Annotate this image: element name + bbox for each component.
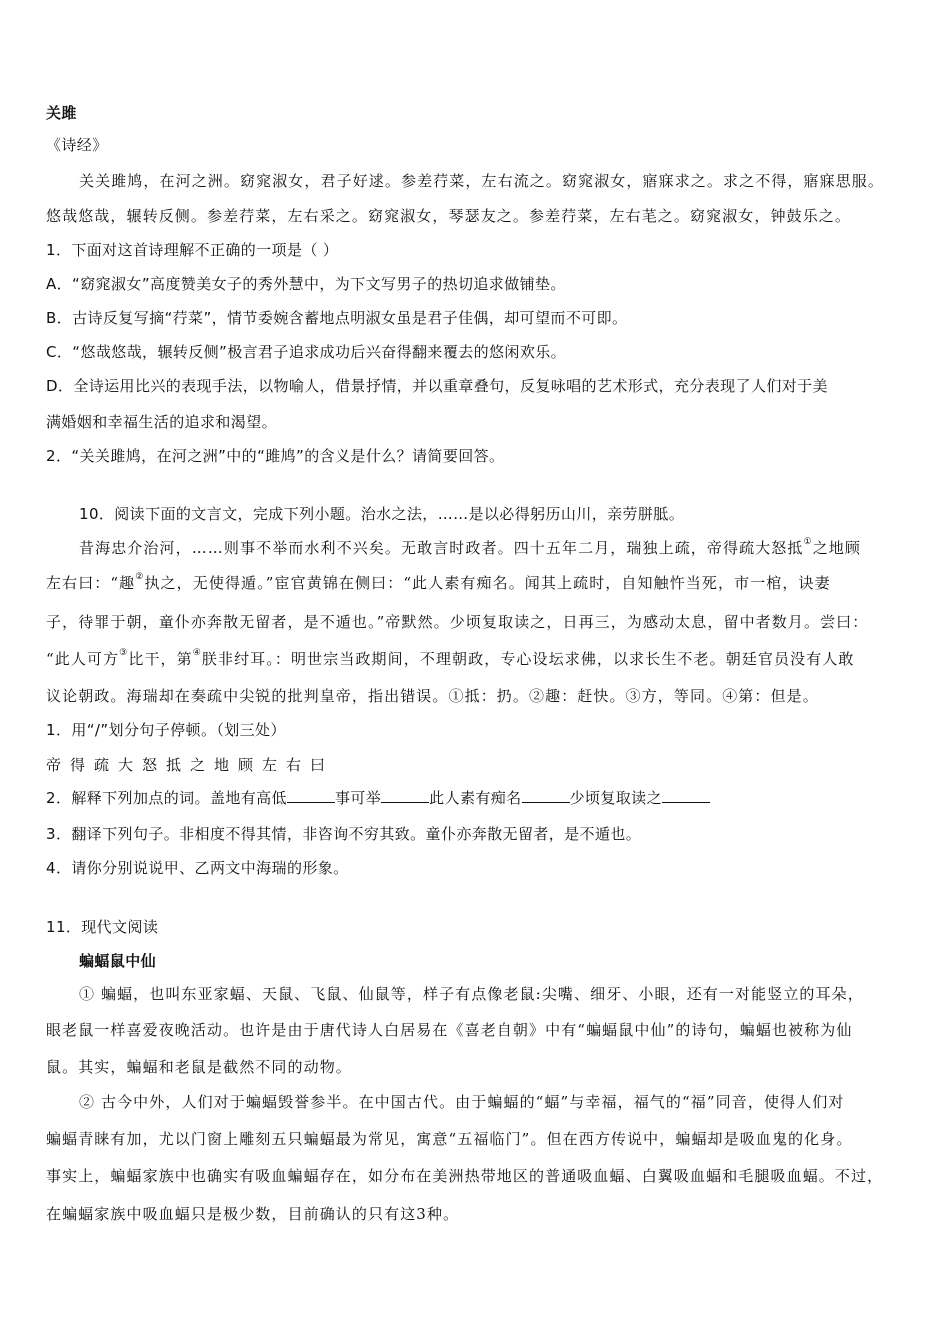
q9-option-d-line-2: 满婚姻和幸福生活的追求和渴望。 [46,413,278,431]
q11-heading: 11．现代文阅读 [46,918,159,936]
q9-question-2: 2．“关关雎鸠，在河之洲”中的“雎鸠”的含义是什么？请简要回答。 [46,447,505,465]
q10-passage-text: “此人可方 [46,650,120,668]
footnote-marker: ③ [119,648,129,658]
poem-source: 《诗经》 [46,136,108,154]
q10-question-2 [46,788,710,808]
q11-paragraph-2-line-1: ② 古今中外，人们对于蝙蝠毁誉参半。在中国古代。由于蝙蝠的“蝠”与幸福，福气的“福”同音，使得人们对 [79,1093,845,1111]
q9-option-a: A．“窈窕淑女”高度赞美女子的秀外慧中，为下文写男子的热切追求做铺垫。 [46,275,566,293]
answer-blank [522,788,570,803]
q9-option-c: C．“悠哉悠哉，辗转反侧”极言君子追求成功后兴奋得翻来覆去的悠闲欢乐。 [46,343,567,361]
q10-question-2-label: 2．解释下列加点的词。 [46,789,210,807]
q9-option-d-line-1: D．全诗运用比兴的表现手法，以物喻人，借景抒情，并以重章叠句，反复咏唱的艺术形式，充分表现了人们对于美 [46,377,828,395]
footnote-marker: ④ [192,648,202,658]
q10-passage-line-3: 子，待罪于朝，童仆亦奔散无留者，是不遁也。”帝默然。少顷复取读之，日再三，为感动太息，留中者数月。尝曰： [46,613,869,631]
q10-passage-line-5: 议论朝政。海瑞却在奏疏中尖锐的批判皇帝，指出错误。①抵：扔。②趣：赶快。③方，等同。④第：但是。 [46,687,819,705]
q11-article-title: 蝙蝠鼠中仙 [79,952,157,970]
q10-word-a: 盖地有高低 [209,789,287,807]
q10-question-1: 1．用“/”划分句子停顿。（划三处） [46,721,286,739]
q10-passage-text: 之地顾 [812,539,861,557]
answer-blank [662,788,710,803]
answer-blank [381,788,429,803]
poem-title: 关雎 [46,104,77,122]
q11-paragraph-2-line-3: 事实上，蝙蝠家族中也确实有吸血蝙蝠存在，如分布在美洲热带地区的普通吸血蝠、白翼吸血蝠和毛腿吸血蝠。不过， [46,1167,884,1185]
q10-passage-line-2 [46,573,831,593]
q11-paragraph-2-line-4: 在蝙蝠家族中吸血蝠只是极少数，目前确认的只有这3种。 [46,1205,460,1223]
q10-passage-line-1 [79,538,861,558]
poem-line-2: 悠哉悠哉，辗转反侧。参差荇菜，左右采之。窈窕淑女，琴瑟友之。参差荇菜，左右芼之。窈窕淑女，钟鼓乐之。 [46,207,852,225]
q9-option-b: B．古诗反复写摘“荇菜”，情节委婉含蓄地点明淑女虽是君子佳偶，却可望而不可即。 [46,309,628,327]
poem-line-1: 关关雎鸠，在河之洲。窈窕淑女，君子好逑。参差荇菜，左右流之。窈窕淑女，寤寐求之。求之不得，寤寐思服。 [79,172,885,190]
q10-passage-text: 执之，无使得遁。”宦官黄锦在侧曰：“此人素有痴名。闻其上疏时，自知触忤当死，市一棺，诀妻 [144,574,831,592]
q9-question-1: 1．下面对这首诗理解不正确的一项是（ ） [46,241,339,259]
q10-passage-text: 朕非纣耳。：明世宗当政期间，不理朝政，专心设坛求佛，以求长生不老。朝廷官员没有人敢 [201,650,855,668]
q11-paragraph-2-line-2: 蝙蝠青睐有加，尤以门窗上雕刻五只蝙蝠最为常见，寓意“五福临门”。但在西方传说中，蝙蝠却是吸血鬼的化身。 [46,1130,853,1148]
q10-word-c: 此人素有痴名 [429,789,522,807]
q10-word-d: 少顷复取读之 [569,789,662,807]
footnote-marker: ② [135,572,145,582]
q10-passage-text: 比干，第 [128,650,193,668]
q10-word-b: 事可举 [334,789,382,807]
q11-paragraph-1-line-1: ① 蝙蝠，也叫东亚家蝠、天鼠、飞鼠、仙鼠等，样子有点像老鼠:尖嘴、细牙、小眼，还有一对能竖立的耳朵， [79,985,864,1003]
q10-question-3: 3．翻译下列句子。非相度不得其情，非咨询不穷其致。童仆亦奔散无留者，是不遁也。 [46,825,642,843]
q10-passage-text: 昔海忠介治河，……则事不举而水利不兴矣。无敢言时政者。四十五年二月，瑞独上疏，帝得疏大怒抵 [79,539,804,557]
q10-passage-line-4 [46,649,855,669]
q10-passage-text: 左右曰：“趣 [46,574,136,592]
q10-intro: 10．阅读下面的文言文，完成下列小题。治水之法，……是以必得躬历山川，亲劳胼胝。 [79,505,685,523]
q10-question-1-text: 帝得疏大怒抵之地顾左右曰 [46,756,335,774]
footnote-marker: ① [803,537,813,547]
q10-question-4: 4．请你分别说说甲、乙两文中海瑞的形象。 [46,859,349,877]
q11-paragraph-1-line-2: 眼老鼠一样喜爱夜晚活动。也许是由于唐代诗人白居易在《喜老自朝》中有“蝙蝠鼠中仙”的诗句，蝙蝠也被称为仙 [46,1021,853,1039]
answer-blank [287,788,335,803]
q11-paragraph-1-line-3: 鼠。其实，蝙蝠和老鼠是截然不同的动物。 [46,1058,352,1076]
